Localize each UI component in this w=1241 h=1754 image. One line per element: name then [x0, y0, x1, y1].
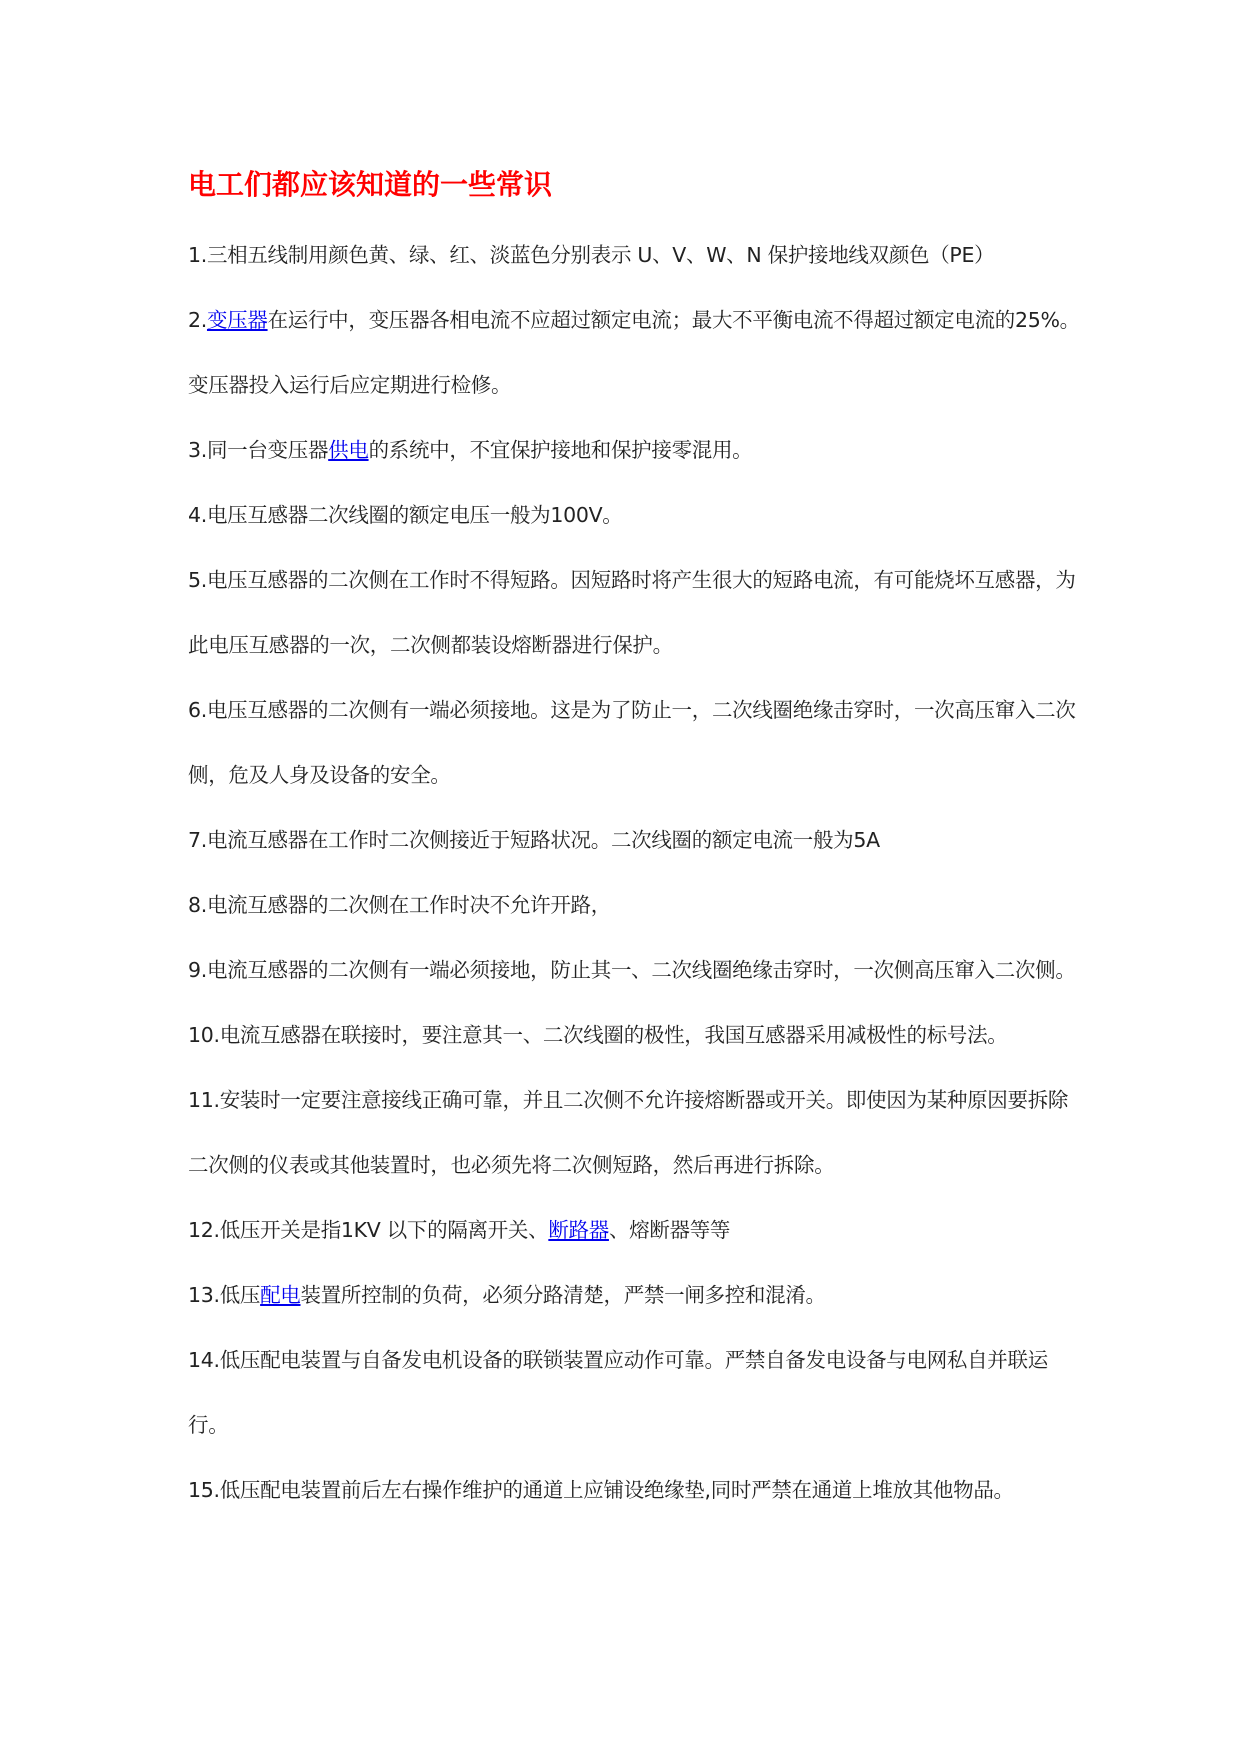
- list-item: 9.电流互感器的二次侧有一端必须接地，防止其一、二次线圈绝缘击穿时，一次侧高压窜入二次侧。: [188, 958, 1076, 982]
- list-item: 5.电压互感器的二次侧在工作时不得短路。因短路时将产生很大的短路电流，有可能烧坏互感器，为此电压互感器的一次，二次侧都装设熔断器进行保护。: [188, 568, 1076, 657]
- list-item: 10.电流互感器在联接时，要注意其一、二次线圈的极性，我国互感器采用减极性的标号法。: [188, 1023, 1008, 1047]
- list-item: 7.电流互感器在工作时二次侧接近于短路状况。二次线圈的额定电流一般为5A: [188, 828, 880, 852]
- list-item: 11.安装时一定要注意接线正确可靠，并且二次侧不允许接熔断器或开关。即使因为某种原因要拆除二次侧的仪表或其他装置时，也必须先将二次侧短路，然后再进行拆除。: [188, 1088, 1069, 1177]
- list-item: 3.同一台变压器供电的系统中，不宜保护接地和保护接零混用。: [188, 438, 753, 462]
- document-page: [188, 165, 1088, 1523]
- link-circuit-breaker[interactable]: 断路器: [548, 1218, 609, 1242]
- link-power-supply[interactable]: 供电: [328, 438, 369, 462]
- list-item: 13.低压配电装置所控制的负荷，必须分路清楚，严禁一闸多控和混淆。: [188, 1283, 826, 1307]
- list-item: 6.电压互感器的二次侧有一端必须接地。这是为了防止一，二次线圈绝缘击穿时，一次高压窜入二次侧，危及人身及设备的安全。: [188, 698, 1076, 787]
- link-transformer[interactable]: 变压器: [206, 308, 268, 332]
- link-power-distribution[interactable]: 配电: [260, 1283, 301, 1307]
- list-item: 2.变压器在运行中，变压器各相电流不应超过额定电流；最大不平衡电流不得超过额定电流的25%。变压器投入运行后应定期进行检修。: [188, 308, 1080, 397]
- list-item: 4.电压互感器二次线圈的额定电压一般为100V。: [188, 503, 623, 527]
- list-item: 1.三相五线制用颜色黄、绿、红、淡蓝色分别表示 U、V、W、N 保护接地线双颜色（PE）: [188, 243, 995, 267]
- list-item: 14.低压配电装置与自备发电机设备的联锁装置应动作可靠。严禁自备发电设备与电网私自并联运行。: [188, 1348, 1048, 1437]
- list-item: 15.低压配电装置前后左右操作维护的通道上应铺设绝缘垫,同时严禁在通道上堆放其他物品。: [188, 1478, 1014, 1502]
- document-title: 电工们都应该知道的一些常识: [188, 168, 553, 201]
- list-item: 8.电流互感器的二次侧在工作时决不允许开路，: [188, 893, 611, 917]
- list-item: 12.低压开关是指1KV 以下的隔离开关、断路器、熔断器等等: [188, 1218, 731, 1242]
